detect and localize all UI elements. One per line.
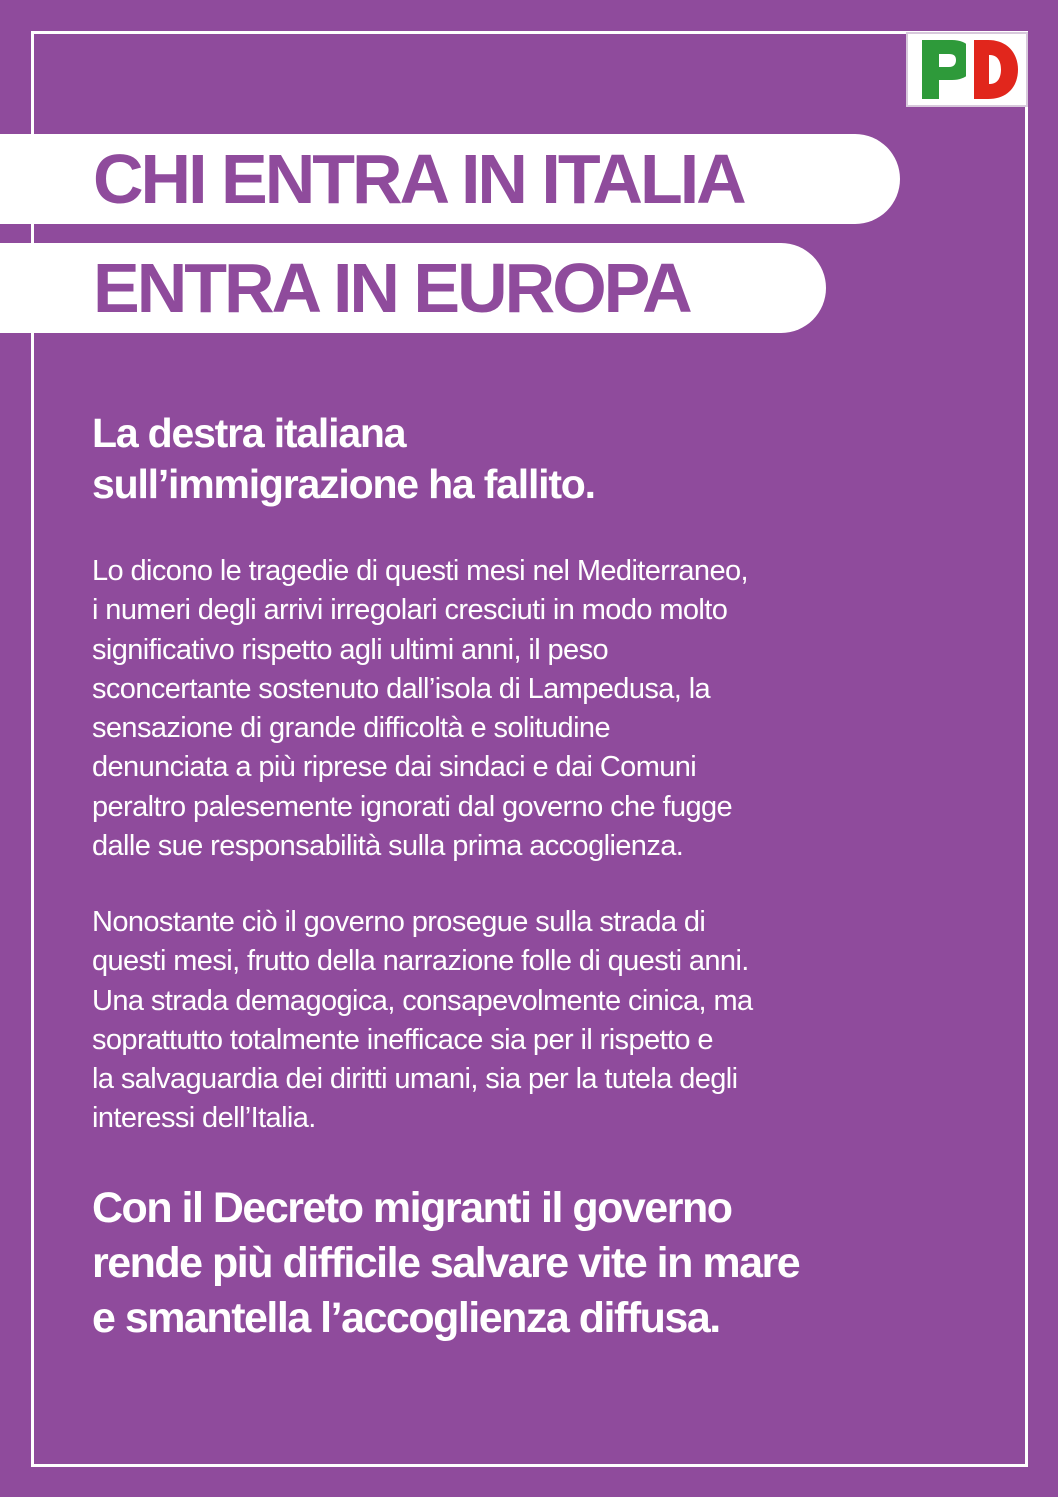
- paragraph-2-line: soprattutto totalmente inefficace sia per il rispetto e: [92, 1023, 713, 1056]
- paragraph-2: [92, 903, 992, 1139]
- logo-letter-d: [972, 40, 1018, 99]
- paragraph-2-line: la salvaguardia dei diritti umani, sia per la tutela degli: [92, 1063, 738, 1096]
- paragraph-2-line: Una strada demagogica, consapevolmente cinica, ma: [92, 984, 753, 1017]
- paragraph-1-line: denunciata a più riprese dai sindaci e dai Comuni: [92, 751, 697, 784]
- paragraph-2-line: questi mesi, frutto della narrazione folle di questi anni.: [92, 945, 749, 978]
- paragraph-1-line: i numeri degli arrivi irregolari cresciuti in modo molto: [92, 594, 728, 627]
- paragraph-1-line: Lo dicono le tragedie di questi mesi nel Mediterraneo,: [92, 555, 748, 587]
- paragraph-2-line: interessi dell’Italia.: [92, 1102, 316, 1135]
- headline-banner-1: [0, 134, 900, 224]
- closing-line: rende più difficile salvare vite in mare: [92, 1239, 800, 1287]
- closing-line: Con il Decreto migranti il governo: [92, 1184, 732, 1232]
- closing-statement: [92, 1181, 992, 1346]
- subheading-line: La destra italiana: [92, 410, 406, 456]
- paragraph-1-line: sconcertante sostenuto dall’isola di Lampedusa, la: [92, 672, 711, 705]
- paragraph-1-line: sensazione di grande difficoltà e solitudine: [92, 712, 610, 745]
- headline-banner-2: [0, 243, 826, 333]
- closing-line: e smantella l’accoglienza diffusa.: [92, 1294, 720, 1342]
- paragraph-1-line: dalle sue responsabilità sulla prima accoglienza.: [92, 830, 684, 863]
- logo-white-band: [966, 40, 974, 99]
- subheading-line: sull’immigrazione ha fallito.: [92, 461, 595, 507]
- pd-logo: [906, 32, 1028, 107]
- paragraph-1-line: significativo rispetto agli ultimi anni, il peso: [92, 633, 609, 666]
- paragraph-2-line: Nonostante ciò il governo prosegue sulla strada di: [92, 906, 706, 938]
- subheading: [92, 408, 952, 510]
- headline-line-2: ENTRA IN EUROPA: [93, 249, 690, 327]
- headline-line-1: CHI ENTRA IN ITALIA: [93, 140, 744, 218]
- paragraph-1-line: peraltro palesemente ignorati dal governo che fugge: [92, 790, 733, 823]
- pd-logo-graphic: [908, 34, 1026, 105]
- paragraph-1: [92, 552, 992, 866]
